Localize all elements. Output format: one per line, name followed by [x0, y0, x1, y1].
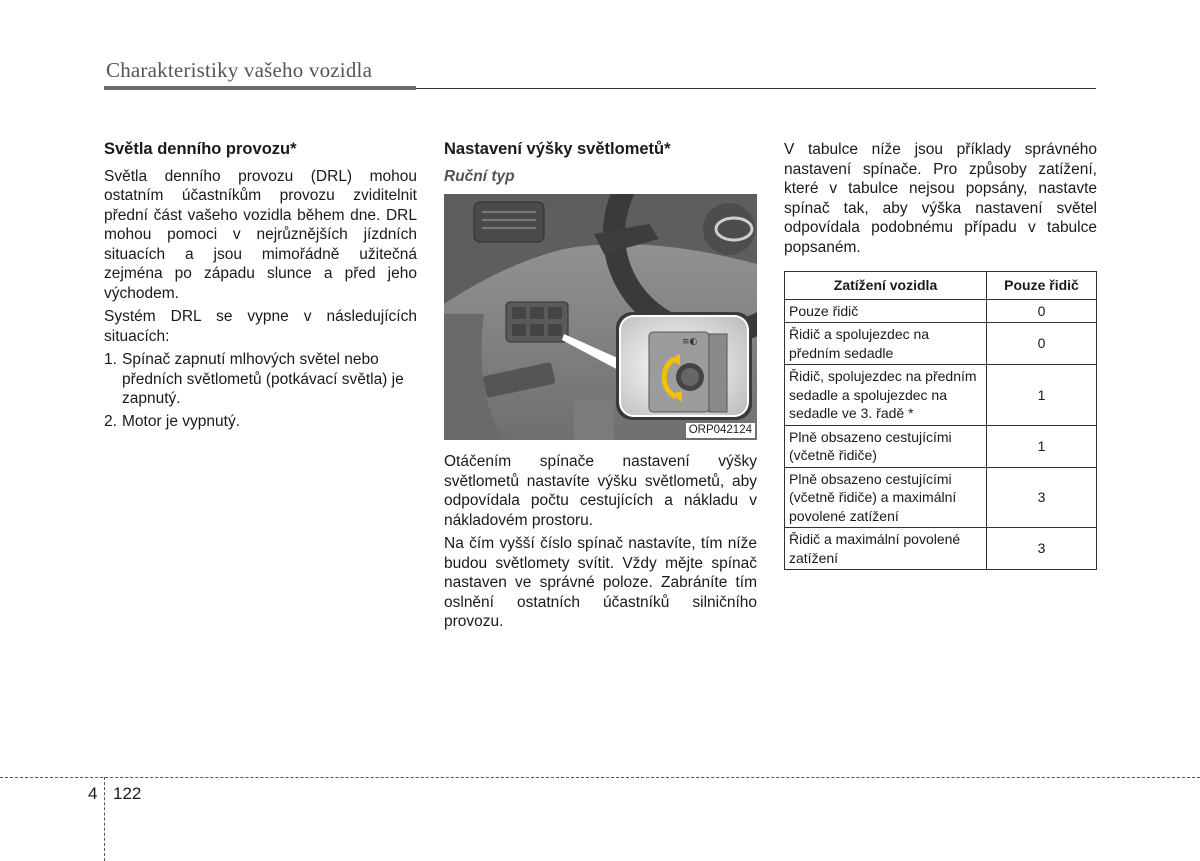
load-table [784, 271, 1097, 570]
load-cell: Plně obsazeno cestujícími (včetně řidiče) a maximální povolené zatížení [785, 467, 987, 528]
value-cell: 3 [987, 528, 1097, 570]
drl-off-list [104, 350, 417, 431]
table-row [785, 365, 1097, 426]
leveling-section [444, 140, 757, 636]
drl-paragraph-1: Světla denního provozu (DRL) mohou ostatním účastníkům provozu zviditelnit přední část vašeho vozidla během dne. DRL mohou pomoci v nejrůznějších jízdních situacích a jsou mimořádně užitečná zejména po západu slunce a před jeho východem. [104, 167, 417, 302]
headlight-switch-figure [444, 194, 757, 440]
header-load: Zatížení vozidla [785, 272, 987, 300]
chapter-title: Charakteristiky vašeho vozidla [106, 58, 373, 82]
load-cell: Pouze řidič [785, 299, 987, 323]
list-item [104, 350, 417, 409]
load-cell: Plně obsazeno cestujícími (včetně řidiče) [785, 425, 987, 467]
header-rule-dark [104, 86, 416, 90]
chapter-number: 4 [88, 784, 98, 803]
list-item-number: 1. [104, 351, 117, 368]
table-row [785, 425, 1097, 467]
drl-heading: Světla denního provozu* [104, 140, 297, 158]
drl-section [104, 140, 417, 434]
drl-paragraph-2: Systém DRL se vypne v následujících situacích: [104, 308, 417, 345]
value-cell: 0 [987, 323, 1097, 365]
leveling-heading: Nastavení výšky světlometů* [444, 140, 671, 158]
footer-rule [0, 777, 1200, 778]
leveling-paragraph-1: Otáčením spínače nastavení výšky světlometů nastavíte výšku světlometů, aby odpovídala počtu cestujících a nákladu v nákladovém prostoru. [444, 453, 757, 529]
footer-divider [104, 777, 105, 861]
dashboard-illustration [444, 194, 757, 440]
list-item-number: 2. [104, 412, 117, 430]
value-cell: 1 [987, 425, 1097, 467]
header-value: Pouze řidič [987, 272, 1097, 300]
page-number: 122 [113, 784, 142, 803]
header-rule [416, 88, 1096, 89]
table-row [785, 323, 1097, 365]
load-cell: Řidič a maximální povolené zatížení [785, 528, 987, 570]
leveling-paragraph-2: Na čím vyšší číslo spínač nastavíte, tím níže budou světlomety svítit. Vždy mějte spínač nastaven ve správné poloze. Zabráníte tím oslnění ostatních účastníků silničního provozu. [444, 535, 757, 630]
value-cell: 1 [987, 365, 1097, 426]
load-cell: Řidič, spolujezdec na předním sedadle a spolujezdec na sedadle ve 3. řadě * [785, 365, 987, 426]
load-table-section [784, 140, 1097, 570]
table-intro: V tabulce níže jsou příklady správného nastavení spínače. Pro způsoby zatížení, které v tabulce nejsou popsány, nastavte spínač tak, aby výška nastavení světel odpovídala podobnému případu v tabulce popsaném. [784, 141, 1097, 256]
table-header-row [785, 272, 1097, 300]
table-row [785, 299, 1097, 323]
value-cell: 3 [987, 467, 1097, 528]
svg-text:≡◐: ≡◐ [682, 337, 698, 347]
list-item-text: Motor je vypnutý. [122, 412, 241, 430]
list-item-text: Spínač zapnutí mlhových světel nebo předních světlometů (potkávací světla) je zapnutý. [122, 351, 404, 407]
value-cell: 0 [987, 299, 1097, 323]
list-item [104, 412, 417, 432]
table-row [785, 467, 1097, 528]
load-cell: Řidič a spolujezdec na předním sedadle [785, 323, 987, 365]
leveling-subheading: Ruční typ [444, 167, 515, 185]
table-row [785, 528, 1097, 570]
figure-code: ORP042124 [686, 423, 755, 438]
